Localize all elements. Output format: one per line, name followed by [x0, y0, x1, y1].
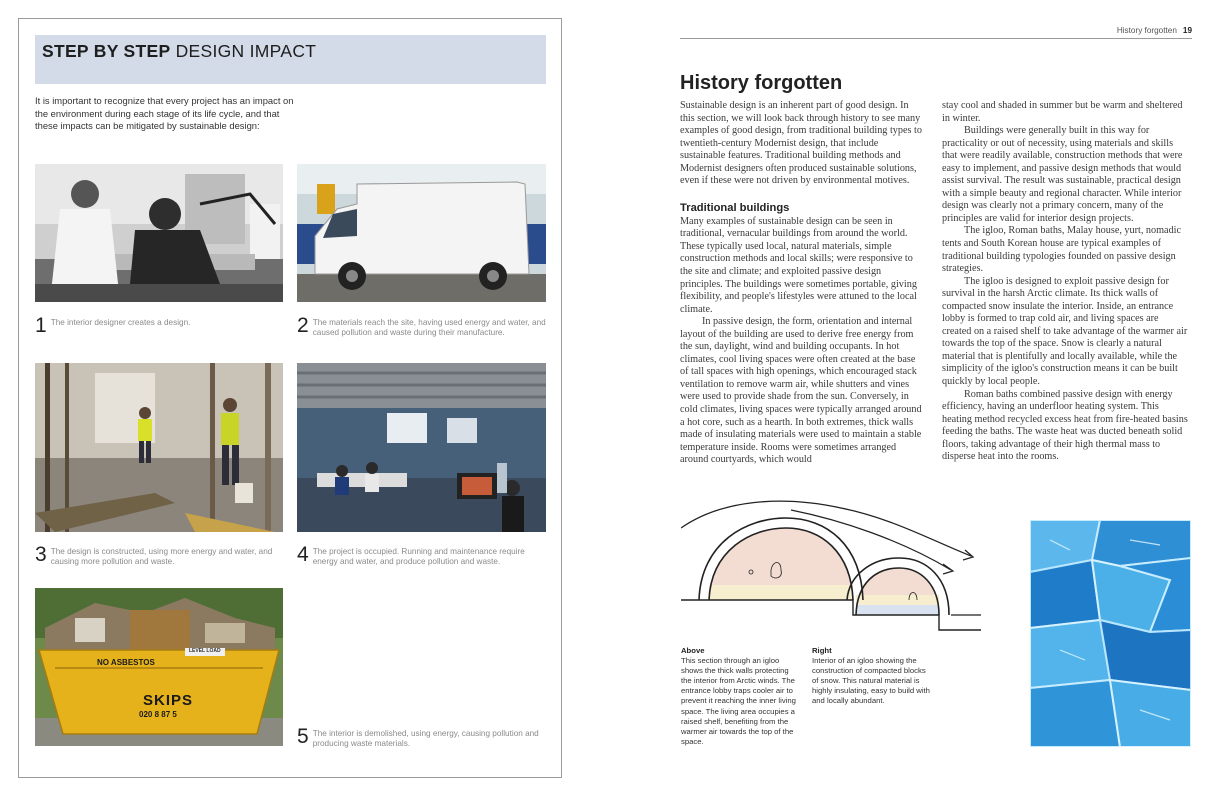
- step-number: 3: [35, 543, 47, 566]
- step-text: The interior is demolished, using energy, causing pollution and producing waste materials.: [312, 729, 539, 749]
- left-page: [18, 18, 562, 778]
- col2-para-1: stay cool and shaded in summer but be warm and sheltered in winter.: [942, 100, 1183, 124]
- page-title: History forgotten: [680, 72, 843, 94]
- photo-office: [297, 363, 546, 532]
- col2-para-2: Buildings were generally built in this way for practicality or out of necessity, using materials and skills that were readily available, construction methods that were easy to implement, and passive design methods that would assist survival. The result was sustainable, practical design with a simple beauty and regional character. While interior design was clearly not a primary concern, many of the principles are valid for interior design projects.: [942, 125, 1183, 224]
- running-head-title: History forgotten: [1116, 26, 1177, 35]
- col1-para-traditional: Many examples of sustainable design can be seen in traditional, vernacular buildings from around the world. These typically used local, natural materials, simple construction methods and local skills; were responsive to the site and climate; and exploited passive design principles. The buildings were sometimes portable, giving flexibility, and people's lifestyles were attuned to the local climate.: [680, 215, 917, 315]
- caption-right-text: Interior of an igloo showing the construction of compacted blocks of snow. This natural material is highly insulating, easy to build with and locally abundant.: [812, 656, 930, 706]
- step-caption-2: [297, 316, 547, 338]
- step-number: 4: [297, 543, 309, 566]
- page-number: 19: [1182, 26, 1192, 35]
- step-caption-3: [35, 545, 285, 567]
- subhead-traditional-buildings: Traditional buildings: [680, 201, 790, 214]
- step-text: The interior designer creates a design.: [50, 318, 191, 327]
- col1-para-passive: In passive design, the form, orientation and internal layout of the building are used to derive free energy from the sun, daylight, wind and building occupants. In hot climates, cool living spaces were often created at the base of tall spaces with high openings, which encouraged stack ventilation to remove warm air, while shutters and vines were used to provide shade from the sun. Conversely, in cold climates, living spaces were typically arranged around a hot core, such as a hearth. In both extremes, thick walls made of insulating materials were used to maintain a stable temperature inside. Rooms were sometimes arranged around courtyards, which would: [680, 316, 922, 466]
- photo-skip: [35, 588, 283, 746]
- header-rest-text: DESIGN IMPACT: [170, 41, 317, 61]
- skip-phone-text: 020 8 87 5: [139, 710, 177, 719]
- caption-right-head: Right: [812, 646, 832, 655]
- step-caption-1: [35, 316, 285, 336]
- skip-no-asbestos-text: NO ASBESTOS: [97, 658, 155, 667]
- skip-level-load-text: LEVEL LOAD: [189, 648, 221, 654]
- intro-paragraph: It is important to recognize that every project has an impact on the environment during each stage of its life cycle, and that these impacts can be mitigated by sustainable design:: [35, 95, 294, 132]
- step-text: The project is occupied. Running and maintenance require energy and water, and produce pollution and waste.: [312, 547, 525, 567]
- body-column-1: [680, 100, 922, 467]
- photo-van: [297, 164, 546, 302]
- photo-igloo-interior: [1030, 520, 1191, 747]
- step-by-step-header: [35, 35, 546, 84]
- caption-above-head: Above: [681, 646, 705, 655]
- col2-para-3: The igloo, Roman baths, Malay house, yurt, nomadic tents and South Korean house are typical examples of traditional building typologies founded on passive design strategies.: [942, 225, 1182, 275]
- igloo-section-sketch: [681, 490, 991, 640]
- step-caption-4: [297, 545, 547, 567]
- step-number: 5: [297, 725, 309, 748]
- step-text: The design is constructed, using more energy and water, and causing more pollution and waste.: [50, 547, 273, 567]
- col1-para-intro: Sustainable design is an inherent part of good design. In this section, we will look back through history to see many examples of good design, from traditional building types to twentieth-century Modernist design, that include sustainable features. Traditional building methods and Modernist designers often produced sustainable solutions, even if these were not driven by environmental motives.: [680, 100, 922, 187]
- step-number: 2: [297, 314, 309, 337]
- photo-designer: [35, 164, 283, 302]
- col2-para-5: Roman baths combined passive design with energy efficiency, having an underfloor heating system. This heating method recycled excess heat from fire-heated basins feeding the baths. The waste heat was ducted beneath solid floors, taking advantage of their high thermal mass to disperse heat into the rooms.: [942, 388, 1188, 463]
- step-number: 1: [35, 314, 47, 337]
- caption-right: [812, 646, 930, 707]
- skip-brand-text: SKIPS: [143, 692, 194, 709]
- col2-para-4: The igloo is designed to exploit passive design for survival in the harsh Arctic climate. Its thick walls of compacted snow insulate the interior. Inside, an entrance lobby is formed to trap cold air, and living spaces are created on a raised shelf to take advantage of the warmer air towards the top of the space. Snow is clearly a natural material that is plentifully and locally available, while the simplicity of the igloo's construction means it can be built quickly by local people.: [942, 275, 1188, 388]
- body-column-2: [942, 100, 1190, 464]
- caption-above: [681, 646, 799, 747]
- photo-construction: [35, 363, 283, 532]
- step-text: The materials reach the site, having used energy and water, and caused pollution and waste during their manufacture.: [312, 318, 546, 338]
- header-bold-text: STEP BY STEP: [42, 41, 171, 61]
- step-caption-5: [297, 727, 547, 749]
- caption-above-text: This section through an igloo shows the thick walls protecting the interior from Arctic winds. The entrance lobby traps cooler air to prevent it reaching the inner living space. The living area occupies a raised shelf, benefiting from the warmer air towards the top of the space.: [681, 656, 796, 746]
- running-head: [680, 26, 1192, 39]
